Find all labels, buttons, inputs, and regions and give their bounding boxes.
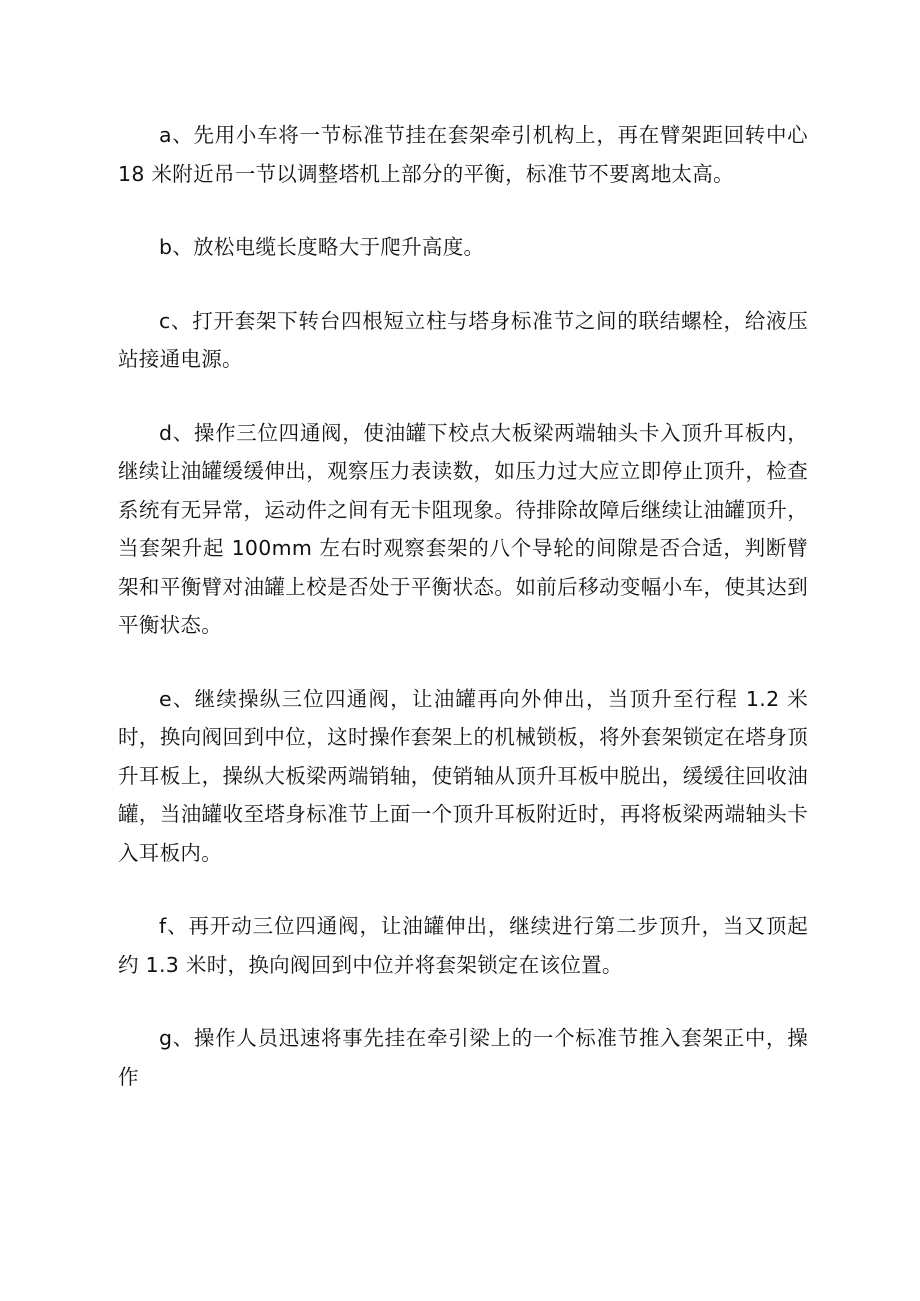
paragraph-d: d、操作三位四通阀，使油罐下校点大板梁两端轴头卡入顶升耳板内，继续让油罐缓缓伸出，观察压力表读数，如压力过大应立即停止顶升，检查系统有无异常，运动件之间有无卡阻现象。待排除故障后继续让油罐顶升，当套架升起 100mm 左右时观察套架的八个导轮的间隙是否合适，判断臂架和平衡臂对油罐上校是否处于平衡状态。如前后移动变幅小车，使其达到平衡状态。 (118, 420, 808, 637)
document-body (118, 116, 808, 1131)
paragraph-b: b、放松电缆长度略大于爬升高度。 (159, 235, 485, 259)
paragraph-g: g、操作人员迅速将事先挂在牵引梁上的一个标准节推入套架正中，操作 (118, 1026, 808, 1089)
paragraph-c: c、打开套架下转台四根短立柱与塔身标准节之间的联结螺栓，给液压站接通电源。 (118, 308, 808, 371)
paragraph-e: e、继续操纵三位四通阀，让油罐再向外伸出，当顶升至行程 1.2 米时，换向阀回到中位，这时操作套架上的机械锁板，将外套架锁定在塔身顶升耳板上，操纵大板梁两端销轴，使销轴从顶升耳板中脱出，缓缓往回收油罐，当油罐收至塔身标准节上面一个顶升耳板附近时，再将板梁两端轴头卡入耳板内。 (118, 686, 808, 865)
paragraph-f: f、再开动三位四通阀，让油罐伸出，继续进行第二步顶升，当又顶起约 1.3 米时，换向阀回到中位并将套架锁定在该位置。 (118, 914, 808, 977)
paragraph-a: a、先用小车将一节标准节挂在套架牵引机构上，再在臂架距回转中心 18 米附近吊一节以调整塔机上部分的平衡，标准节不要离地太高。 (118, 123, 808, 186)
